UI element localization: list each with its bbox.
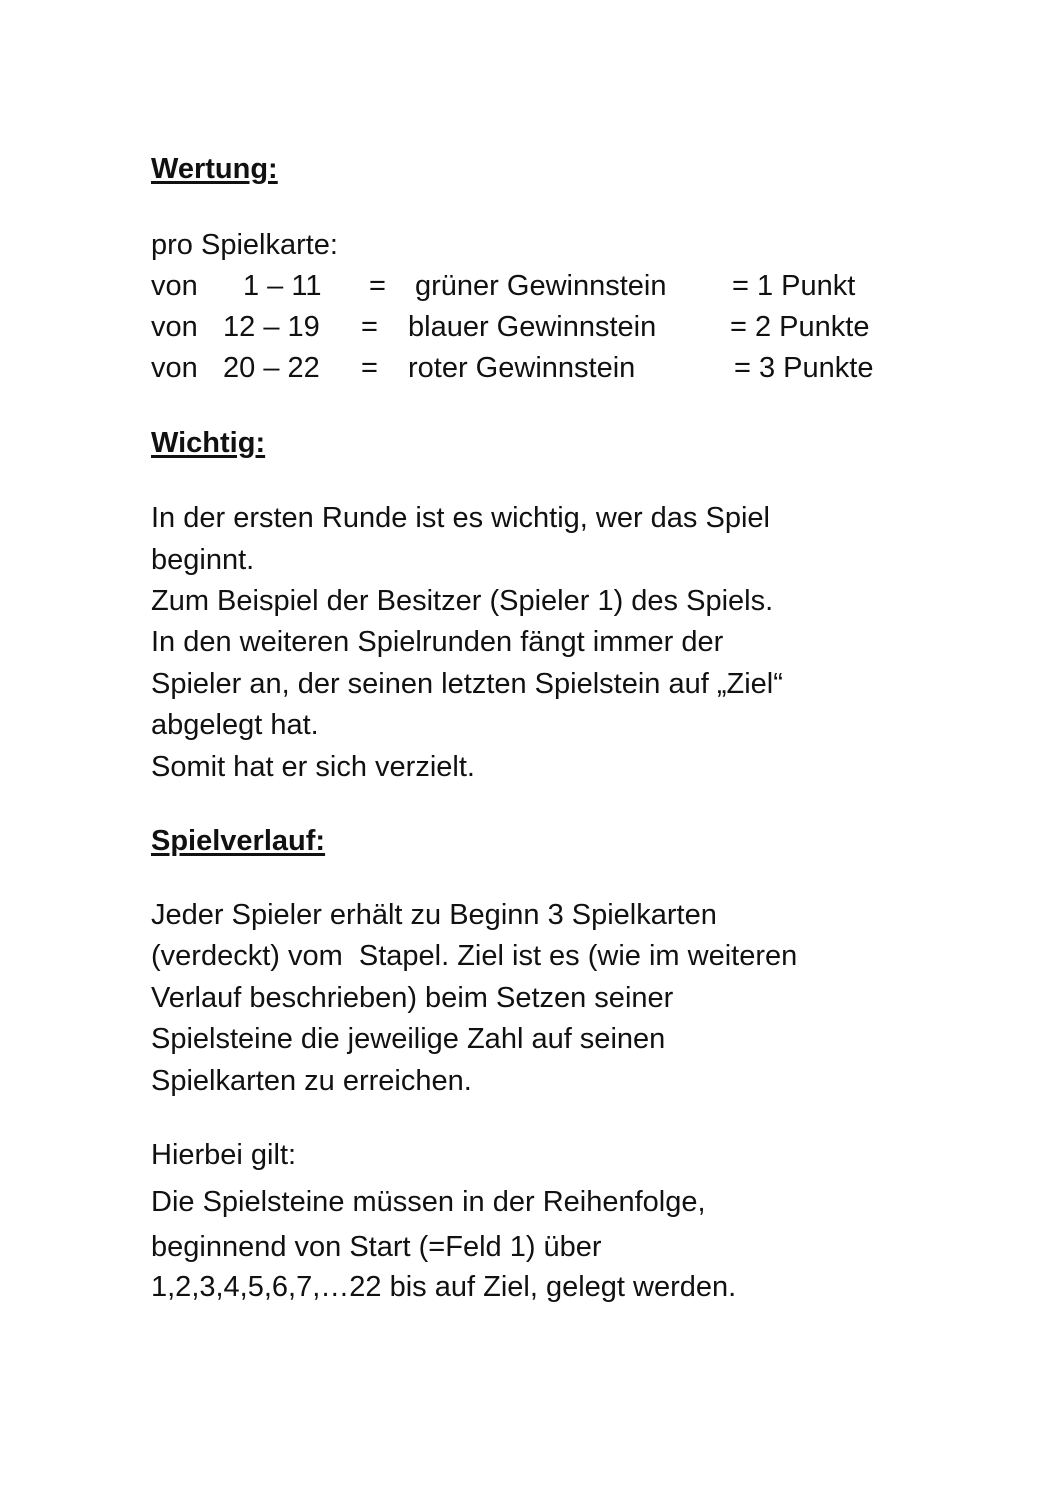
row-points: = 2 Punkte <box>730 311 870 343</box>
wertung-intro: pro Spielkarte: <box>151 229 338 261</box>
paragraph-line: Spielkarten zu erreichen. <box>151 1065 472 1097</box>
paragraph-line: Jeder Spieler erhält zu Beginn 3 Spielkarten <box>151 899 717 931</box>
heading-wertung: Wertung: <box>151 153 278 185</box>
row-equals: = <box>361 311 378 343</box>
row-stone: blauer Gewinnstein <box>408 311 657 343</box>
hierbei-label: Hierbei gilt: <box>151 1139 297 1171</box>
paragraph-line: Verlauf beschrieben) beim Setzen seiner <box>151 982 674 1014</box>
paragraph-line: (verdeckt) vom Stapel. Ziel ist es (wie im weiteren <box>151 940 798 972</box>
rule-line: beginnend von Start (=Feld 1) über <box>151 1231 602 1263</box>
paragraph-line: Zum Beispiel der Besitzer (Spieler 1) des Spiels. <box>151 585 774 617</box>
scoring-row <box>151 351 911 385</box>
scoring-row <box>151 269 911 303</box>
row-equals: = <box>361 352 378 384</box>
row-von: von <box>151 311 198 343</box>
paragraph-line: Somit hat er sich verzielt. <box>151 751 475 783</box>
rule-line: 1,2,3,4,5,6,7,…22 bis auf Ziel, gelegt werden. <box>151 1271 737 1303</box>
paragraph-line: In den weiteren Spielrunden fängt immer der <box>151 626 724 658</box>
row-equals: = <box>369 270 386 302</box>
rule-line: Die Spielsteine müssen in der Reihenfolge, <box>151 1186 706 1218</box>
paragraph-line: Spieler an, der seinen letzten Spielstein auf „Ziel“ <box>151 668 783 700</box>
row-points: = 3 Punkte <box>734 352 874 384</box>
paragraph-line: In der ersten Runde ist es wichtig, wer das Spiel <box>151 502 770 534</box>
row-von: von <box>151 270 198 302</box>
paragraph-line: beginnt. <box>151 544 255 576</box>
row-range: 12 – 19 <box>223 311 320 343</box>
row-range: 1 – 11 <box>243 270 322 302</box>
row-points: = 1 Punkt <box>732 270 856 302</box>
scoring-row <box>151 310 911 344</box>
row-stone: roter Gewinnstein <box>408 352 636 384</box>
row-stone: grüner Gewinnstein <box>415 270 667 302</box>
paragraph-line: Spielsteine die jeweilige Zahl auf seinen <box>151 1023 666 1055</box>
row-range: 20 – 22 <box>223 352 320 384</box>
heading-wichtig: Wichtig: <box>151 427 266 459</box>
paragraph-line: abgelegt hat. <box>151 709 319 741</box>
heading-spielverlauf: Spielverlauf: <box>151 825 326 857</box>
row-von: von <box>151 352 198 384</box>
